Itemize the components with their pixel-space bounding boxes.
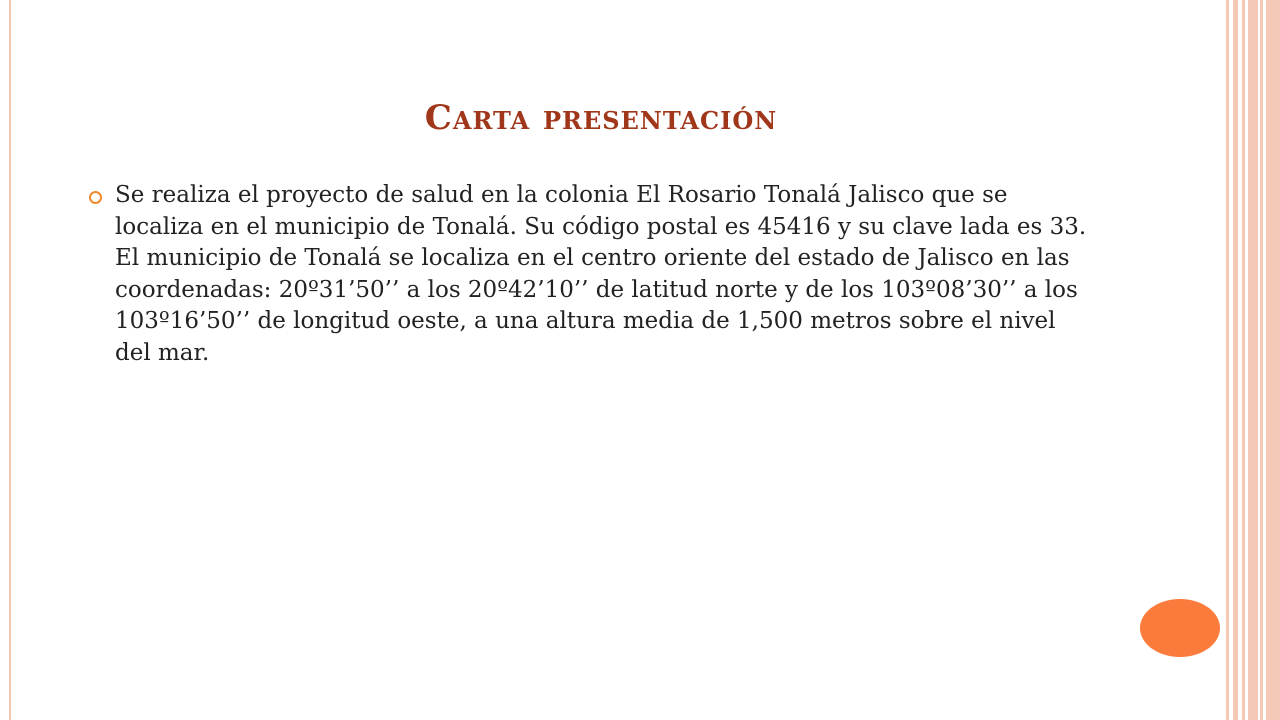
bullet-circle-icon bbox=[89, 191, 102, 204]
body-list bbox=[87, 180, 1097, 369]
orange-circle-icon[interactable] bbox=[1140, 599, 1220, 657]
slide-title: Carta presentación bbox=[424, 98, 778, 138]
list-item bbox=[87, 180, 1097, 369]
decorative-stripes bbox=[1226, 0, 1280, 720]
body-paragraph: Se realiza el proyecto de salud en la colonia El Rosario Tonalá Jalisco que se localiza en el municipio de Tonalá. Su código postal es 45416 y su clave lada es 33. El municipio de Tonalá se localiza en el centro oriente del estado de Jalisco en las coordenadas: 20º31’50’’ a los 20º42’10’’ de latitud norte y de los 103º08’30’’ a los 103º16’50’’ de longitud oeste, a una altura media de 1,500 metros sobre el nivel del mar. bbox=[115, 182, 1087, 366]
content-frame bbox=[9, 0, 1227, 720]
